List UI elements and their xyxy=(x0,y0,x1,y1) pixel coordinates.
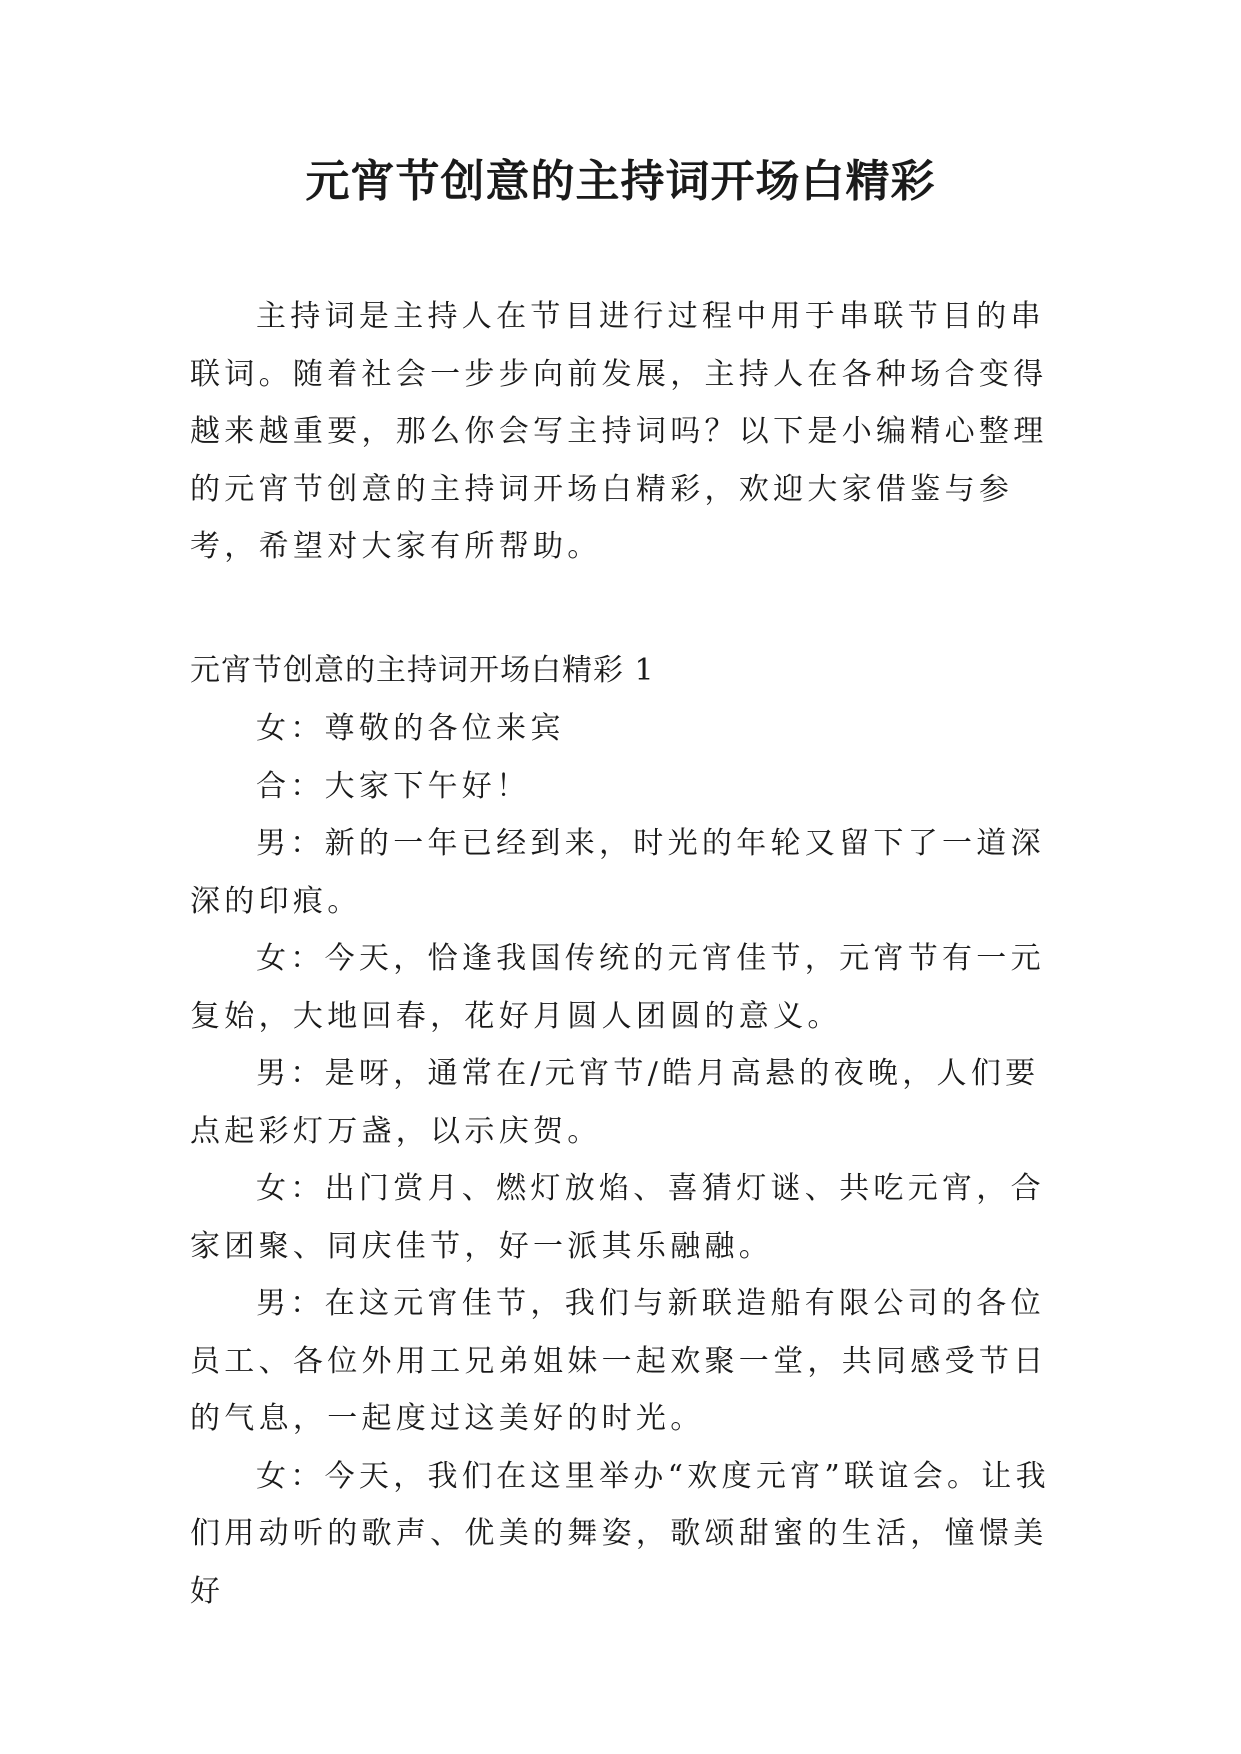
dialogue-line: 合：大家下午好！ xyxy=(256,768,531,804)
dialogue-line: 女：尊敬的各位来宾 xyxy=(256,711,565,746)
dialogue-line: 男：在这元宵佳节，我们与新联造船有限公司的各位员工、各位外用工兄弟姐妹一起欢聚一堂，共同感受节日的气息，一起度过这美好的时光。 xyxy=(190,1286,1048,1436)
dialogue-line: 男：新的一年已经到来，时光的年轮又留下了一道深深的印痕。 xyxy=(190,826,1045,919)
dialogue-line: 女：出门赏月、燃灯放焰、喜猜灯谜、共吃元宵，合家团聚、同庆佳节，好一派其乐融融。 xyxy=(190,1171,1045,1264)
dialogue-line: 男：是呀，通常在/元宵节/皓月高悬的夜晚，人们要点起彩灯万盏，以示庆贺。 xyxy=(190,1056,1040,1149)
document-title: 元宵节创意的主持词开场白精彩 xyxy=(305,156,936,207)
dialogue-line: 女：今天，我们在这里举办“欢度元宵”联谊会。让我们用动听的歌声、优美的舞姿，歌颂甜蜜的生活，憧憬美好 xyxy=(190,1458,1050,1609)
section-heading: 元宵节创意的主持词开场白精彩 1 xyxy=(190,653,655,688)
dialogue-line: 女：今天，恰逢我国传统的元宵佳节，元宵节有一元复始，大地回春，花好月圆人团圆的意义。 xyxy=(190,941,1045,1034)
intro-paragraph: 主持词是主持人在节目进行过程中用于串联节目的串联词。随着社会一步步向前发展，主持人在各种场合变得越来越重要，那么你会写主持词吗？以下是小编精心整理的元宵节创意的主持词开场白精彩，欢迎大家借鉴与参考，希望对大家有所帮助。 xyxy=(190,299,1048,564)
dialogue-list xyxy=(190,700,1060,1620)
